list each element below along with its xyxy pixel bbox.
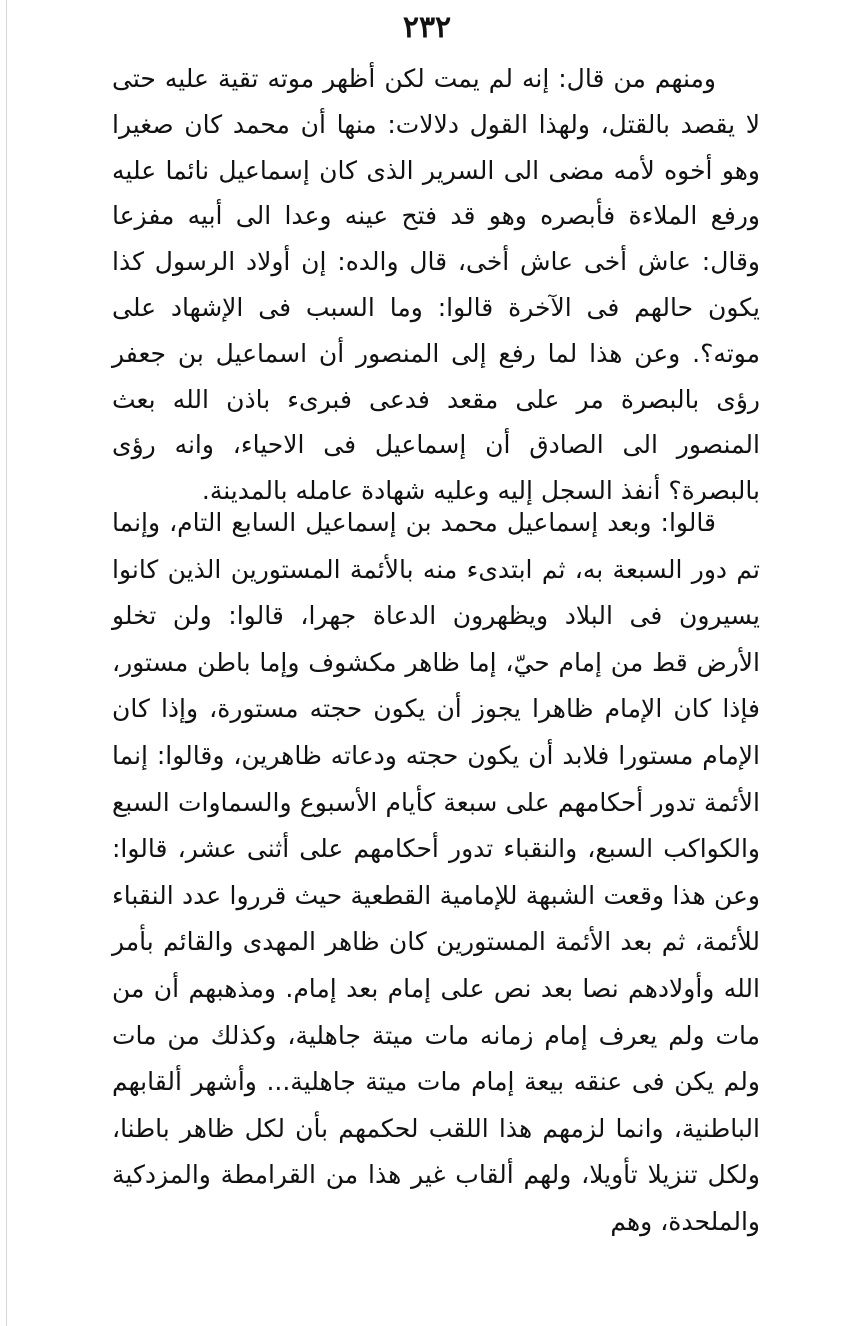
body-text-block-1 <box>112 56 760 514</box>
paragraph: ومنهم من قال: إنه لم يمت لكن أظهر موته تقية عليه حتى لا يقصد بالقتل، ولهذا القول دلالات: منها أن محمد كان صغيرا وهو أخوه لأمه مضى الى السرير الذى كان إسماعيل نائما عليه ورفع الملاءة فأبصره وهو قد فتح عينه وعدا الى أبيه مفزعا وقال: عاش أخى عاش أخى، قال والده: إن أولاد الرسول كذا يكون حالهم فى الآخرة قالوا: وما السبب فى الإشهاد على موته؟. وعن هذا لما رفع إلى المنصور أن اسماعيل بن جعفر رؤى بالبصرة مر على مقعد فدعى فبرىء باذن الله بعث المنصور الى الصادق أن إسماعيل فى الاحياء، وانه رؤى بالبصرة؟ أنفذ السجل إليه وعليه شهادة عامله بالمدينة. <box>112 64 760 506</box>
page-number: ٢٣٢ <box>402 10 452 45</box>
page-edge-line <box>6 0 7 1326</box>
body-text-block-2 <box>112 500 760 1246</box>
paragraph: قالوا: وبعد إسماعيل محمد بن إسماعيل السابع التام، وإنما تم دور السبعة به، ثم ابتدىء منه بالأئمة المستورين الذين كانوا يسيرون فى البلاد ويظهرون الدعاة جهرا، قالوا: ولن تخلو الأرض قط من إمام حيّ، إما ظاهر مكشوف وإما باطن مستور، فإذا كان الإمام ظاهرا يجوز أن يكون حجته مستورة، وإذا كان الإمام مستورا فلابد أن يكون حجته ودعاته ظاهرين، وقالوا: إنما الأئمة تدور أحكامهم على سبعة كأيام الأسبوع والسماوات السبع والكواكب السبع، والنقباء تدور أحكامهم على أثنى عشر، قالوا: وعن هذا وقعت الشبهة للإمامية القطعية حيث قرروا عدد النقباء للأئمة، ثم بعد الأئمة المستورين كان ظاهر المهدى والقائم بأمر الله وأولادهم نصا بعد نص على إمام بعد إمام. ومذهبهم أن من مات ولم يعرف إمام زمانه مات ميتة جاهلية، وكذلك من مات ولم يكن فى عنقه بيعة إمام مات ميتة جاهلية... وأشهر ألقابهم الباطنية، وانما لزمهم هذا اللقب لحكمهم بأن لكل ظاهر باطنا، ولكل تنزيلا تأويلا، ولهم ألقاب غير هذا من القرامطة والمزدكية والملحدة، وهم <box>112 508 760 1236</box>
